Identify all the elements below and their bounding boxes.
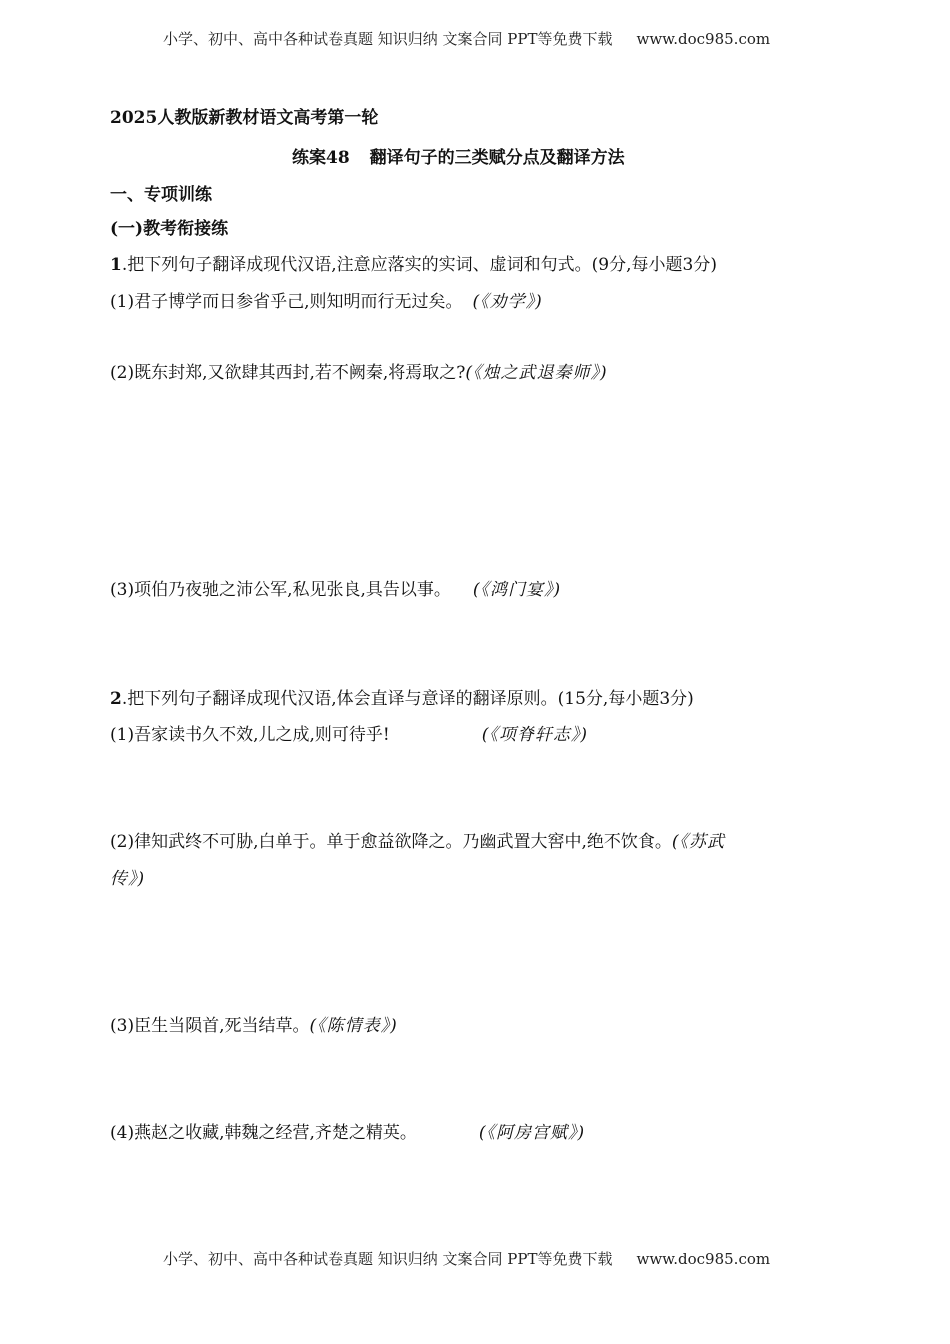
question-1-text: .把下列句子翻译成现代汉语,注意应落实的实词、虚词和句式。(9分,每小题3分) — [121, 255, 717, 275]
question-2-item-1 — [110, 720, 588, 745]
item-source: (《烛之武退秦师》) — [465, 363, 608, 383]
question-1-item-1 — [110, 287, 543, 312]
item-text: (3)臣生当陨首,死当结草。 — [110, 1016, 310, 1036]
header-site-link[interactable]: www.doc985.com — [636, 30, 771, 48]
item-source: (《项脊轩志》) — [481, 725, 588, 745]
question-1-item-2 — [110, 358, 608, 383]
header-text: 小学、初中、高中各种试卷真题 知识归纳 文案合同 PPT等免费下载 — [163, 30, 613, 48]
exercise-number: 练案48 — [292, 148, 350, 168]
item-source: (《陈情表》) — [309, 1016, 398, 1036]
question-2-text: .把下列句子翻译成现代汉语,体会直译与意译的翻译原则。(15分,每小题3分) — [121, 689, 694, 709]
question-2-item-3 — [110, 1011, 398, 1036]
question-1-item-3 — [110, 575, 561, 600]
exercise-heading: 翻译句子的三类赋分点及翻译方法 — [369, 148, 625, 168]
item-source: (《苏武 — [671, 832, 726, 852]
item-text: (3)项伯乃夜驰之沛公军,私见张良,具告以事。 — [110, 580, 451, 600]
item-text: (1)君子博学而日参省乎己,则知明而行无过矣。 — [110, 292, 463, 312]
question-2-item-2-continued — [110, 864, 145, 889]
document-title: 2025人教版新教材语文高考第一轮 — [110, 108, 379, 128]
item-source: (《劝学》) — [472, 292, 543, 312]
item-text: (2)既东封郑,又欲肆其西封,若不阙秦,将焉取之? — [110, 363, 466, 383]
page-header — [163, 28, 770, 49]
question-1-number: 1 — [110, 255, 122, 275]
footer-text: 小学、初中、高中各种试卷真题 知识归纳 文案合同 PPT等免费下载 — [163, 1250, 613, 1268]
question-2-item-2 — [110, 827, 725, 852]
question-1-prompt — [110, 250, 717, 275]
page-footer — [163, 1248, 770, 1269]
exercise-title — [292, 143, 625, 168]
question-2-item-4 — [110, 1118, 585, 1143]
subsection-heading: (一)教考衔接练 — [110, 219, 229, 239]
item-text: (2)律知武终不可胁,白单于。单于愈益欲降之。乃幽武置大窖中,绝不饮食。 — [110, 832, 672, 852]
item-text: (4)燕赵之收藏,韩魏之经营,齐楚之精英。 — [110, 1123, 417, 1143]
item-source: (《鸿门宴》) — [472, 580, 562, 600]
item-source: (《阿房宫赋》) — [478, 1123, 586, 1143]
item-text: (1)吾家读书久不效,儿之成,则可待乎! — [110, 725, 390, 745]
item-source-continued: 传》) — [110, 869, 146, 889]
question-2-prompt — [110, 684, 694, 709]
section-heading: 一、专项训练 — [110, 185, 212, 205]
question-2-number: 2 — [110, 689, 122, 709]
footer-site-link[interactable]: www.doc985.com — [636, 1250, 771, 1268]
